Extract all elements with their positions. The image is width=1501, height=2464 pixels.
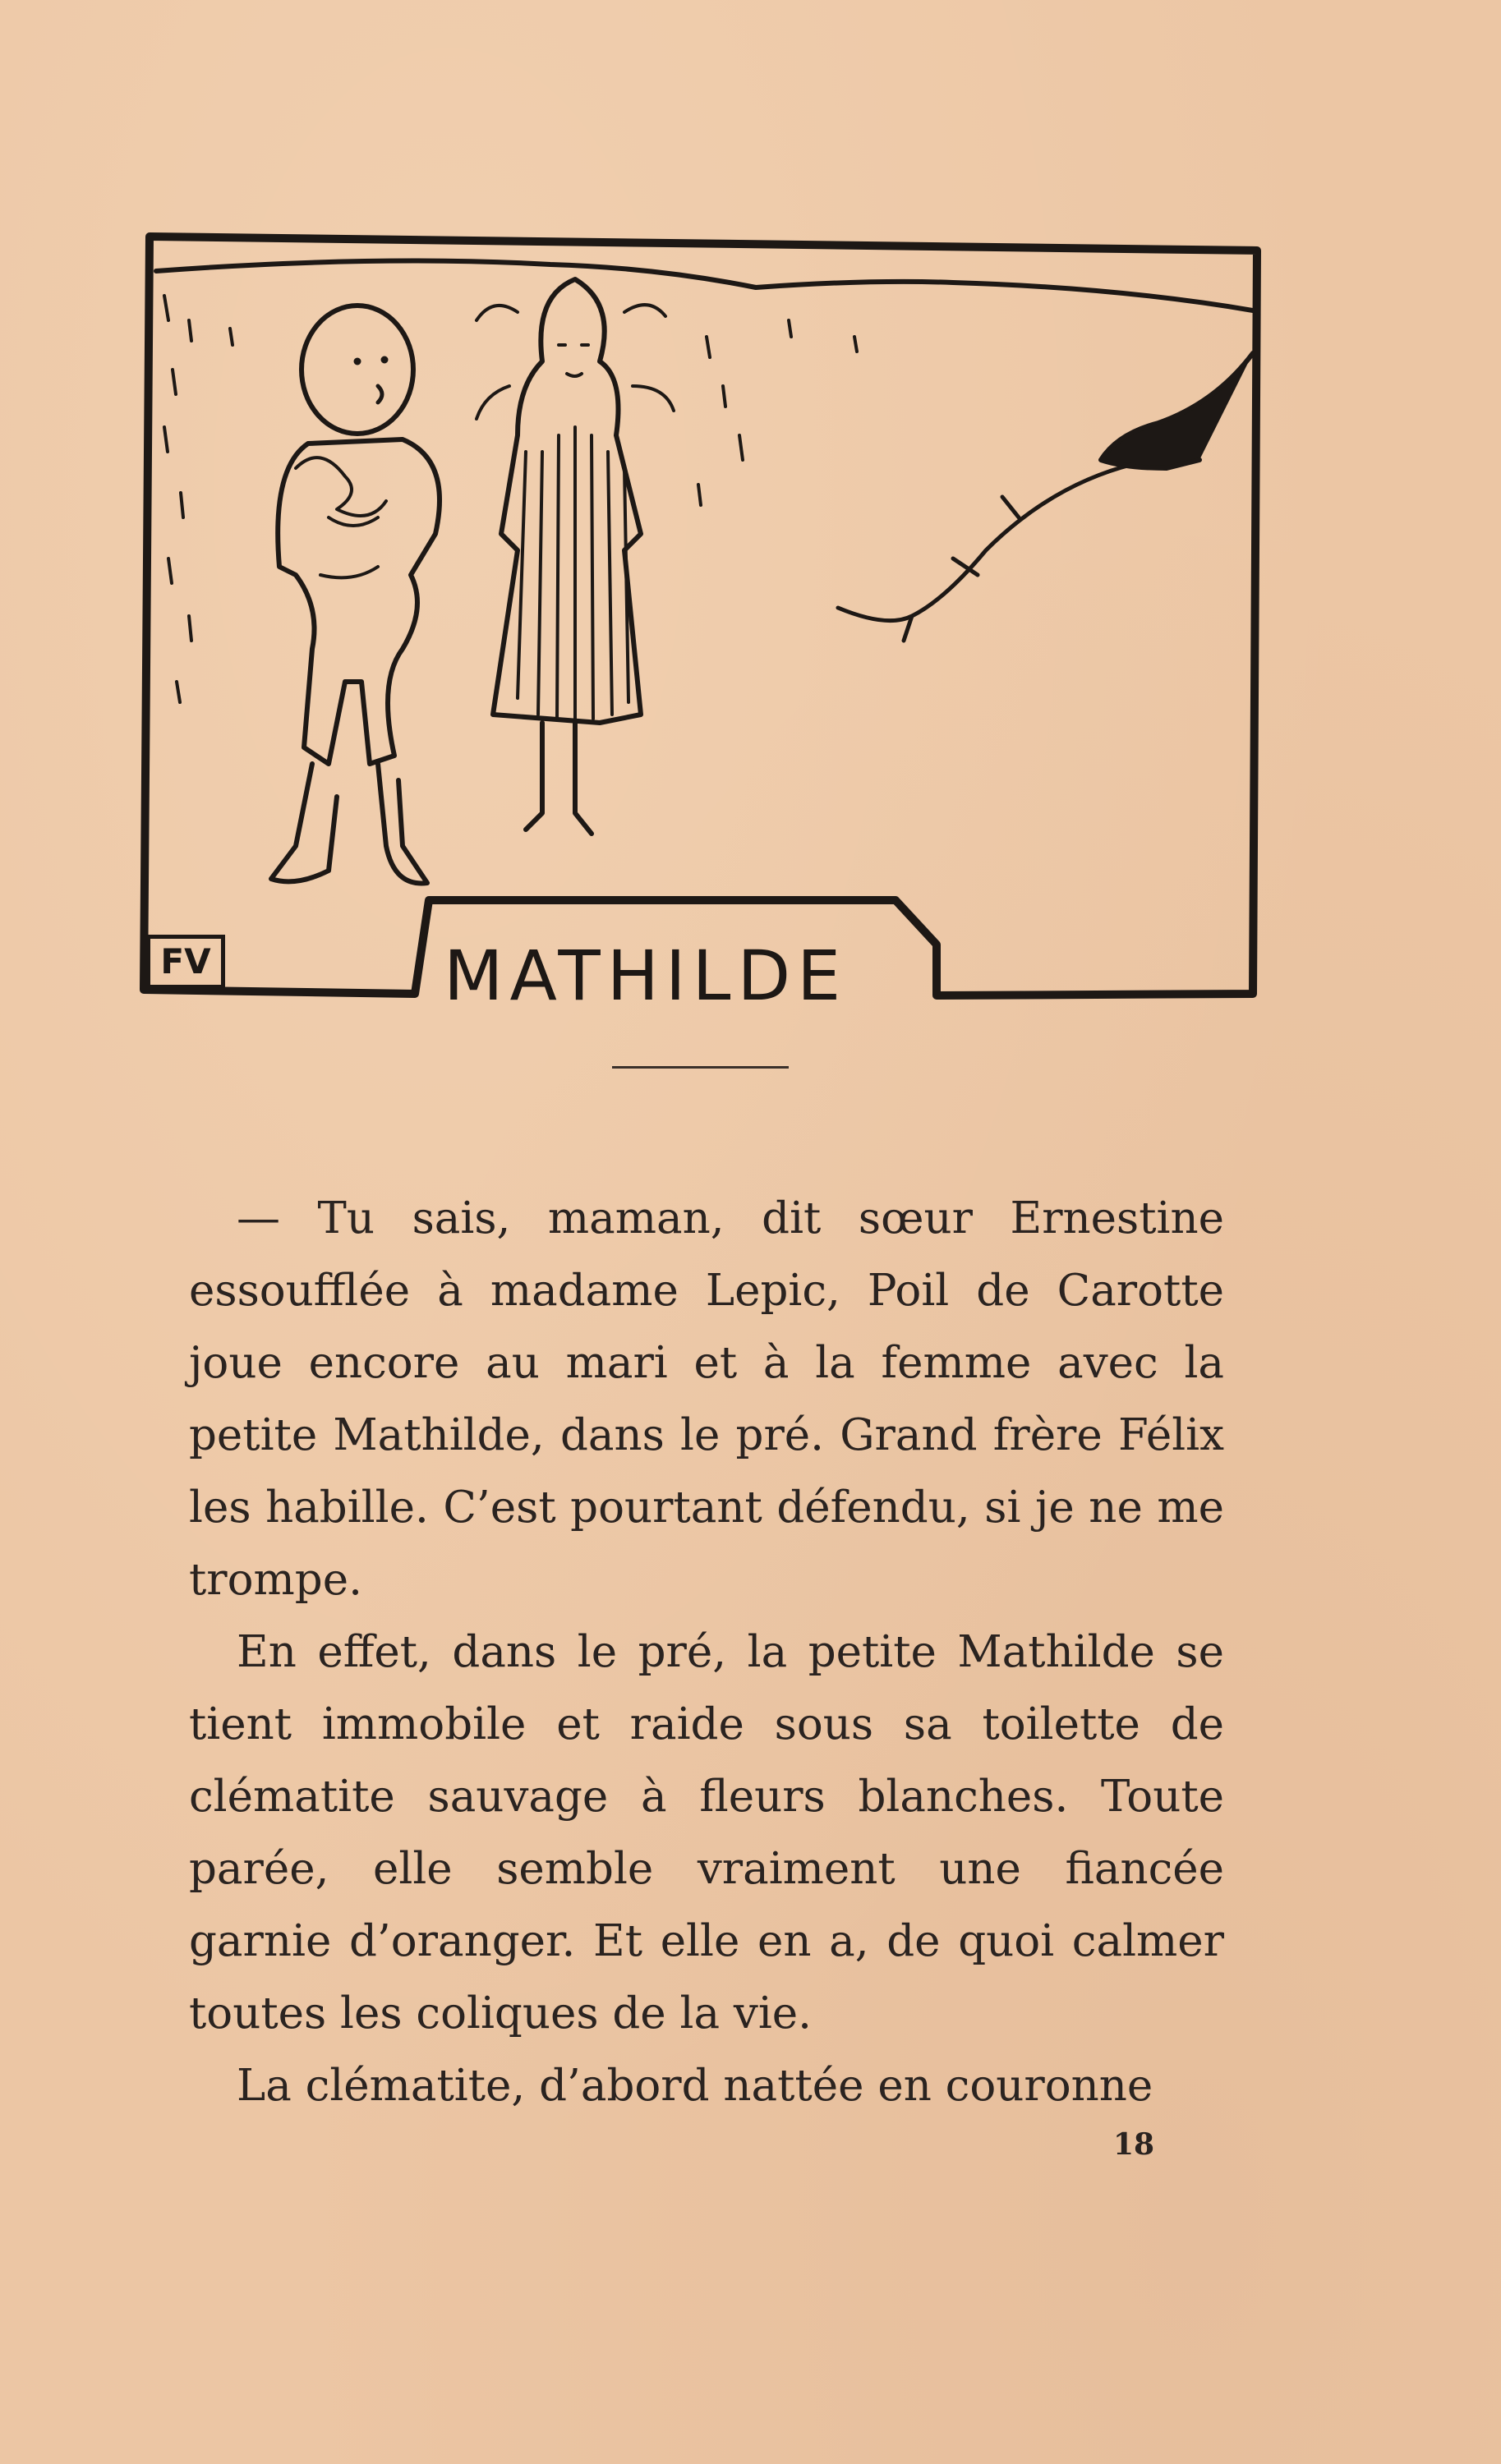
artist-monogram: FV	[146, 935, 225, 989]
page-number: 18	[1112, 2127, 1155, 2162]
paragraph: En effet, dans le pré, la petite Mathilde se tient immobile et raide sous sa toilette de clématite sauvage à fleurs blanches. Toute parée, elle semble vraiment une fiancée garnie d’oranger. Et elle en a, de quoi calmer toutes les coliques de la vie.	[189, 1627, 1224, 2039]
chapter-title: MATHILDE	[444, 935, 848, 1016]
woodcut-illustration	[131, 222, 1273, 1016]
illustration-drawing	[131, 222, 1273, 1010]
section-divider	[612, 1066, 789, 1069]
paragraph: La clématite, d’abord nattée en couronne	[237, 2061, 1153, 2111]
body-text	[189, 1183, 1224, 2122]
paragraph: — Tu sais, maman, dit sœur Ernestine essoufflée à madame Lepic, Poil de Carotte joue encore au mari et à la femme avec la petite Mathilde, dans le pré. Grand frère Félix les habille. C’est pourtant défendu, si je ne me trompe.	[189, 1193, 1224, 1605]
